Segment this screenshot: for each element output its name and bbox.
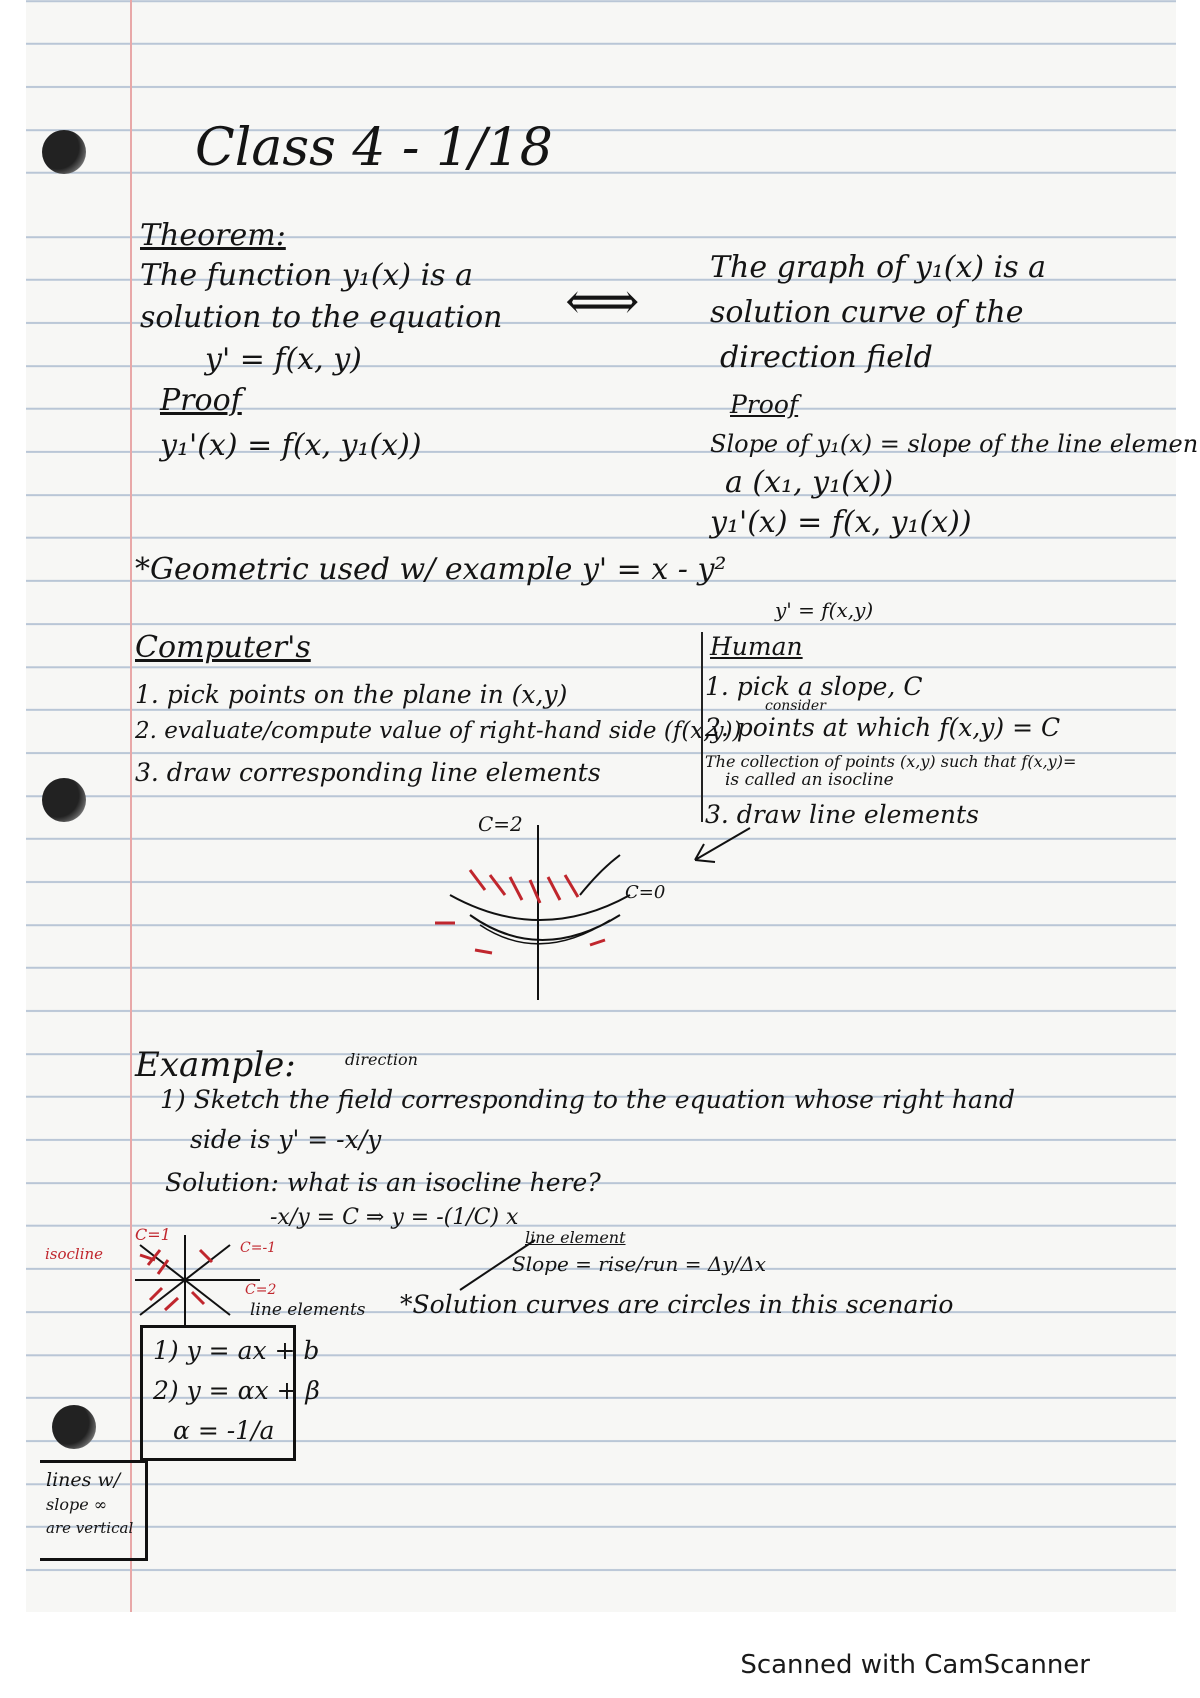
box-line: α = -1/a	[173, 1416, 275, 1445]
binder-hole	[42, 130, 86, 174]
human-step: 3. draw line elements	[705, 800, 979, 829]
example-heading: Example:	[135, 1045, 296, 1085]
iff-arrow: ⟺	[565, 272, 640, 332]
theorem-right-line: direction field	[720, 340, 933, 375]
computers-heading: Computer's	[135, 630, 311, 665]
theorem-equation: y' = f(x, y)	[205, 342, 362, 377]
proof-right-line: y₁'(x) = f(x, y₁(x))	[710, 505, 972, 540]
isocline-sketch	[430, 815, 730, 1005]
arrow-icon	[690, 820, 760, 870]
example-solution: Solution: what is an isocline here?	[165, 1168, 601, 1197]
margin-line	[130, 0, 132, 1612]
human-step: 1. pick a slope, C	[705, 672, 923, 701]
c2-label: C=2	[245, 1282, 277, 1298]
proof-left: y₁'(x) = f(x, y₁(x))	[160, 428, 422, 463]
theorem-heading: Theorem:	[140, 218, 286, 253]
slope-formula: Slope = rise/run = Δy/Δx	[512, 1252, 767, 1276]
human-step: 2. points at which f(x,y) = C	[705, 713, 1061, 742]
human-equation: y' = f(x,y)	[775, 598, 874, 622]
theorem-left-line: solution to the equation	[140, 300, 503, 335]
example-line: side is y' = -x/y	[190, 1125, 382, 1154]
computers-step: 2. evaluate/compute value of right-hand side (f(x,y))	[135, 718, 742, 744]
example-line: 1) Sketch the field corresponding to the equation whose right hand	[160, 1085, 1016, 1114]
column-divider	[700, 632, 704, 822]
circles-note: *Solution curves are circles in this scenario	[400, 1290, 954, 1319]
human-heading: Human	[710, 632, 803, 661]
note-line: are vertical	[46, 1519, 134, 1537]
proof-right-label: Proof	[730, 390, 799, 419]
proof-right-line: Slope of y₁(x) = slope of the line elemen	[710, 430, 1199, 458]
binder-hole	[42, 778, 86, 822]
c1-label: C=1	[135, 1225, 171, 1244]
binder-hole	[52, 1405, 96, 1449]
line-elements-label: line elements	[250, 1300, 366, 1320]
proof-left-label: Proof	[160, 383, 242, 418]
computers-step: 3. draw corresponding line elements	[135, 758, 601, 787]
solution-curve	[580, 855, 620, 895]
formula-box	[140, 1325, 320, 1461]
isocline-label: isocline	[45, 1245, 104, 1263]
human-collection: The collection of points (x,y) such that f(x,y)=	[705, 752, 1077, 771]
page-title: Class 4 - 1/18	[195, 118, 553, 178]
theorem-left-line: The function y₁(x) is a	[140, 258, 473, 293]
theorem-right-line: solution curve of the	[710, 295, 1024, 330]
box-line: 2) y = αx + β	[153, 1376, 320, 1405]
isocline-equation: -x/y = C ⇒ y = -(1/C) x	[270, 1205, 519, 1230]
geometric-note: *Geometric used w/ example y' = x - y²	[135, 552, 727, 587]
box-line: 1) y = ax + b	[153, 1336, 320, 1365]
note-line: slope ∞	[46, 1495, 108, 1514]
scanner-watermark: Scanned with CamScanner	[740, 1650, 1090, 1680]
note-line: lines w/	[46, 1469, 121, 1491]
proof-right-line: a (x₁, y₁(x))	[725, 465, 894, 500]
direction-note: direction	[345, 1050, 418, 1069]
human-called: is called an isocline	[725, 770, 894, 790]
theorem-right-line: The graph of y₁(x) is a	[710, 250, 1047, 285]
c0-label: C=0	[625, 882, 666, 903]
isocline-curve	[450, 895, 630, 920]
human-consider: consider	[765, 698, 826, 714]
computers-step: 1. pick points on the plane in (x,y)	[135, 680, 568, 709]
c2-label: C=2	[478, 812, 523, 836]
line-elements	[435, 870, 605, 953]
line-element-label: line element	[525, 1228, 626, 1247]
vertical-note-box	[40, 1460, 148, 1561]
cm1-label: C=-1	[240, 1240, 277, 1256]
